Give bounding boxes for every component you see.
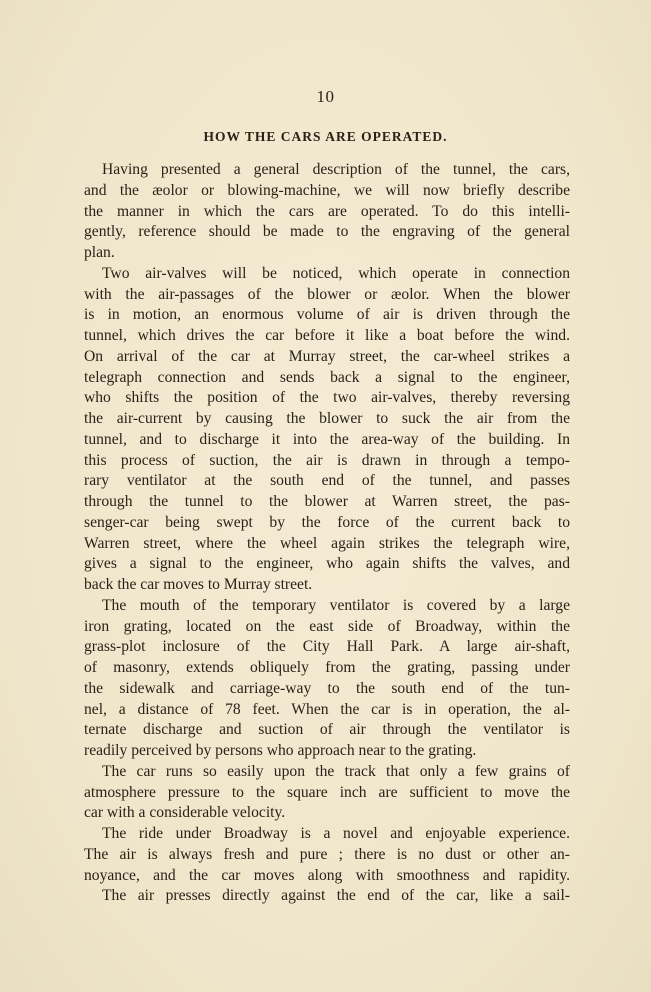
text-line: readily perceived by persons who approach near to the grating. bbox=[84, 742, 477, 759]
text-line: the air-current by causing the blower to suck the air from the bbox=[84, 410, 570, 427]
text-line: Two air-valves will be noticed, which operate in connection bbox=[102, 264, 570, 282]
section-heading: HOW THE CARS ARE OPERATED. bbox=[203, 129, 448, 144]
text-line: the manner in which the cars are operated. To do this intelli- bbox=[84, 202, 570, 220]
text-line: this process of suction, the air is drawn in through a tempo- bbox=[84, 451, 570, 469]
text-line: the sidewalk and carriage-way to the south end of the tun- bbox=[84, 679, 570, 697]
text-line: through the tunnel to the blower at Warren street, the pas- bbox=[84, 493, 570, 510]
text-line: back the car moves to Murray street. bbox=[84, 576, 313, 593]
text-line: On arrival of the car at Murray street, the car-wheel strikes a bbox=[84, 347, 570, 365]
text-line: nel, a distance of 78 feet. When the car is in operation, the al- bbox=[84, 700, 570, 718]
text-line: atmosphere pressure to the square inch are sufficient to move the bbox=[84, 783, 570, 801]
text-line: senger-car being swept by the force of the current back to bbox=[84, 513, 570, 531]
text-line: tunnel, and to discharge it into the area-way of the building. In bbox=[84, 430, 570, 448]
text-line: The ride under Broadway is a novel and enjoyable experience. bbox=[102, 825, 570, 842]
text-line: The air presses directly against the end of the car, like a sail- bbox=[102, 887, 570, 905]
text-line: noyance, and the car moves along with smoothness and rapidity. bbox=[84, 866, 570, 884]
body-text bbox=[84, 160, 570, 907]
text-line: telegraph connection and sends back a signal to the engineer, bbox=[84, 368, 570, 386]
text-line: gently, reference should be made to the engraving of the general bbox=[84, 223, 570, 241]
text-line: of masonry, extends obliquely from the grating, passing under bbox=[84, 659, 570, 676]
text-line: The car runs so easily upon the track that only a few grains of bbox=[102, 762, 570, 780]
text-line: and the æolor or blowing-machine, we will now briefly describe bbox=[84, 181, 570, 199]
text-line: Warren street, where the wheel again strikes the telegraph wire, bbox=[84, 534, 570, 552]
text-line: who shifts the position of the two air-valves, thereby reversing bbox=[84, 389, 570, 407]
text-line: ternate discharge and suction of air through the ventilator is bbox=[84, 721, 570, 739]
text-line: grass-plot inclosure of the City Hall Park. A large air-shaft, bbox=[84, 638, 570, 656]
text-line: tunnel, which drives the car before it like a boat before the wind. bbox=[84, 327, 570, 344]
text-line: Having presented a general description of the tunnel, the cars, bbox=[102, 161, 570, 178]
text-line: is in motion, an enormous volume of air is driven through the bbox=[84, 306, 570, 324]
text-line: gives a signal to the engineer, who again shifts the valves, and bbox=[84, 555, 570, 573]
text-line: The mouth of the temporary ventilator is covered by a large bbox=[102, 596, 570, 614]
text-line: The air is always fresh and pure ; there is no dust or other an- bbox=[84, 845, 570, 863]
text-line: car with a considerable velocity. bbox=[84, 804, 286, 822]
text-line: rary ventilator at the south end of the tunnel, and passes bbox=[84, 472, 570, 490]
page-number: 10 bbox=[316, 87, 335, 106]
text-line: plan. bbox=[84, 244, 115, 261]
text-line: iron grating, located on the east side of Broadway, within the bbox=[84, 617, 570, 635]
text-line: with the air-passages of the blower or æolor. When the blower bbox=[84, 285, 570, 303]
